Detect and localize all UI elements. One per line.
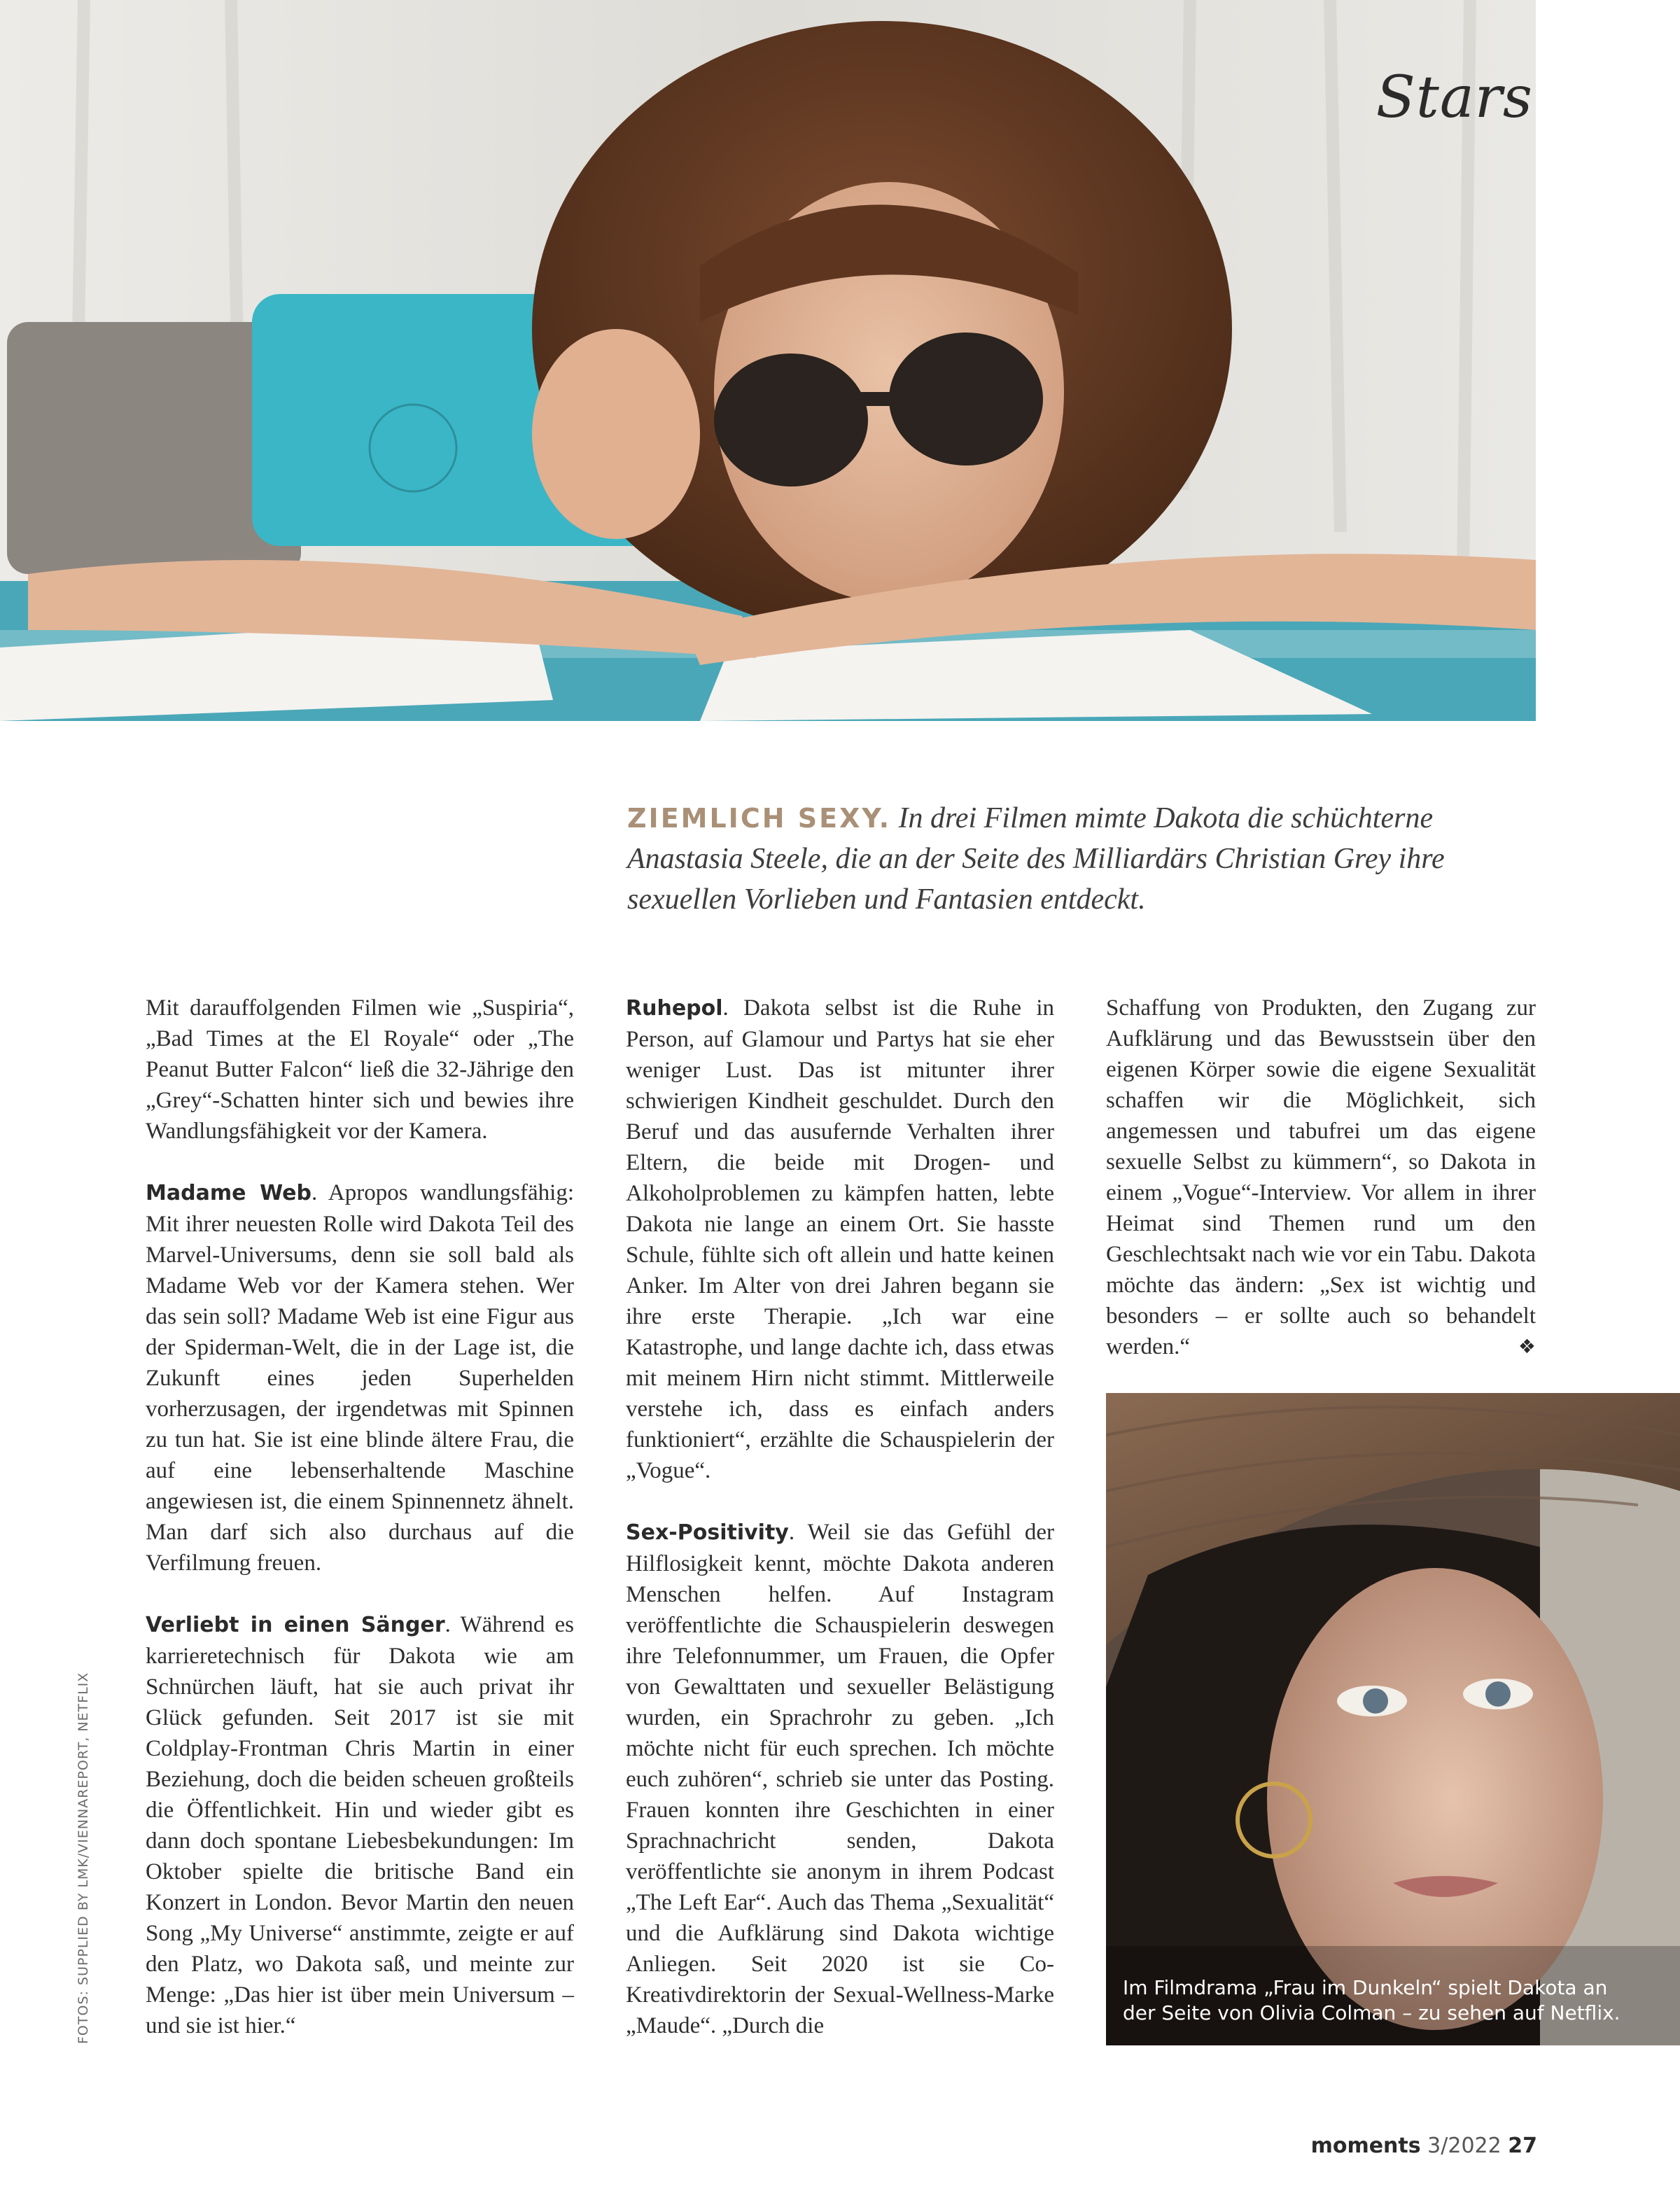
photo-credit: FOTOS: SUPPLIED BY LMK/VIENNAREPORT, NETFLIX bbox=[76, 1672, 91, 2044]
secondary-photo-caption: Im Filmdrama „Frau im Dunkeln“ spielt Dakota an der Seite von Olivia Colman – zu sehen auf Netflix. bbox=[1123, 1976, 1620, 2024]
magazine-name: moments bbox=[1310, 2134, 1421, 2158]
ruhepol-paragraph bbox=[626, 993, 1054, 1486]
secondary-photo-illustration bbox=[1106, 1393, 1680, 2045]
saenger-heading: Verliebt in einen Sänger bbox=[146, 1613, 445, 1637]
sex-positivity-text: . Weil sie das Gefühl der Hilflosigkeit kennt, möchte Dakota anderen Menschen helfen. Auf Instagram veröffentlichte die Schauspielerin deswegen ihre Telefonnummer, um Frauen, die Opfer von Gewalttaten und sexueller Belästigung wurden, ein Sprachrohr zu geben. „Ich möchte nicht für euch sprechen. Ich möchte euch zuhören“, schrieb sie unter das Posting. Frauen konnten ihre Geschichten in einer Sprachnachricht senden, Dakota veröffentlichte sie anonym in ihrem Podcast „The Left Ear“. Auch das Thema „Sexualität“ und die Aufklärung sind Dakota wichtige Anliegen. Seit 2020 ist sie Co-Kreativdirektorin der Sexual-Wellness-Marke „Maude“. „Durch die bbox=[626, 1520, 1054, 2038]
madame-web-text: . Apropos wandlungsfähig: Mit ihrer neuesten Rolle wird Dakota Teil des Marvel-Universums, denn sie soll bald als Madame Web vor der Kamera stehen. Wer das sein soll? Madame Web ist eine Figur aus der Spiderman-Welt, die in der Lage ist, die Zukunft eines jeden Superhelden vorherzusagen, der irgendetwas mit Spinnen zu tun hat. Sie ist eine blinde ältere Frau, die auf eine lebenserhaltende Maschine angewiesen ist, die einem Spinnennetz ähnelt. Man darf sich also durchaus auf die Verfilmung freuen. bbox=[146, 1180, 574, 1576]
saenger-text: . Während es karrieretechnisch für Dakota wie am Schnürchen läuft, hat sie auch privat ihr Glück gefunden. Seit 2017 ist sie mit Coldplay-Frontman Chris Martin in einer Beziehung, doch die beiden scheuen großteils die Öffentlichkeit. Hin und wieder gibt es dann doch spontane Liebesbekundungen: Im Oktober spielte die britische Band ein Konzert in London. Bevor Martin den neuen Song „My Universe“ anstimmte, zeigte er auf den Platz, wo Dakota saß, und meinte zur Menge: „Das hier ist über mein Universum – und sie ist hier.“ bbox=[146, 1612, 575, 2038]
article-column-3 bbox=[1106, 993, 1536, 1393]
ruhepol-text: . Dakota selbst ist die Ruhe in Person, auf Glamour und Partys hat sie eher weniger Lust. Das ist mitunter ihrer schwierigen Kindheit geschuldet. Durch den Beruf und das ausufernde Verhalten ihrer Eltern, die beide mit Drogen- und Alkoholproblemen zu kämpfen hatten, lebte Dakota nie lange an einem Ort. Sie hasste Schule, fühlte sich oft allein und hatte keinen Anker. Im Alter von drei Jahren begann sie ihre erste Therapie. „Ich war eine Katastrophe, und lange dachte ich, dass etwas mit meinem Hirn nicht stimmt. Mittlerweile verstehe ich, dass es einfach anders funktioniert“, erzählte die Schauspielerin der „Vogue“. bbox=[626, 995, 1054, 1483]
section-label: Stars bbox=[1376, 64, 1533, 131]
madame-web-heading: Madame Web bbox=[146, 1181, 312, 1205]
caption-text: In drei Filmen mimte Dakota die schüchterne Anastasia Steele, die an der Seite des Milliardärs Christian Grey ihre sexuellen Vorlieben und Fantasien entdeckt. bbox=[627, 802, 1445, 916]
saenger-paragraph bbox=[146, 1609, 574, 2041]
caption-lead: ZIEMLICH SEXY. bbox=[627, 803, 892, 834]
article-column-1 bbox=[146, 993, 574, 2072]
secondary-photo bbox=[1106, 1393, 1680, 2045]
ruhepol-heading: Ruhepol bbox=[626, 996, 723, 1021]
closing-text: Schaffung von Produkten, den Zugang zur Aufklärung und das Bewusstsein über den eigenen Körper sowie die eigene Sexualität schaffen wir die Möglichkeit, sich angemessen und tabufrei um das eigene sexuelle Selbst zu kümmern“, so Dakota in einem „Vogue“-Interview. Vor allem in ihrer Heimat sind Themen rund um den Geschlechtsakt nach wie vor ein Tabu. Dakota möchte das ändern: „Sex ist wichtig und besonders – er sollte auch so behandelt werden.“ bbox=[1106, 995, 1536, 1359]
intro-paragraph: Mit darauffolgenden Filmen wie „Suspiria“, „Bad Times at the El Royale“ oder „The Peanut Butter Falcon“ ließ die 32-Jährige den „Grey“-Schatten hinter sich und bewies ihre Wandlungsfähigkeit vor der Kamera. bbox=[146, 995, 574, 1144]
madame-web-paragraph bbox=[146, 1177, 574, 1578]
page-footer bbox=[1311, 2134, 1537, 2158]
issue-number: 3/2022 bbox=[1427, 2134, 1502, 2158]
end-mark-icon: ❖ bbox=[1518, 1335, 1536, 1358]
hero-photo bbox=[0, 0, 1536, 721]
closing-paragraph bbox=[1106, 993, 1536, 1362]
sex-positivity-paragraph bbox=[626, 1517, 1054, 2041]
hero-photo-illustration bbox=[0, 0, 1536, 721]
hero-caption bbox=[627, 798, 1502, 920]
article-column-2 bbox=[626, 993, 1054, 2072]
sex-positivity-heading: Sex-Positivity bbox=[626, 1520, 789, 1545]
page-number: 27 bbox=[1508, 2134, 1537, 2158]
